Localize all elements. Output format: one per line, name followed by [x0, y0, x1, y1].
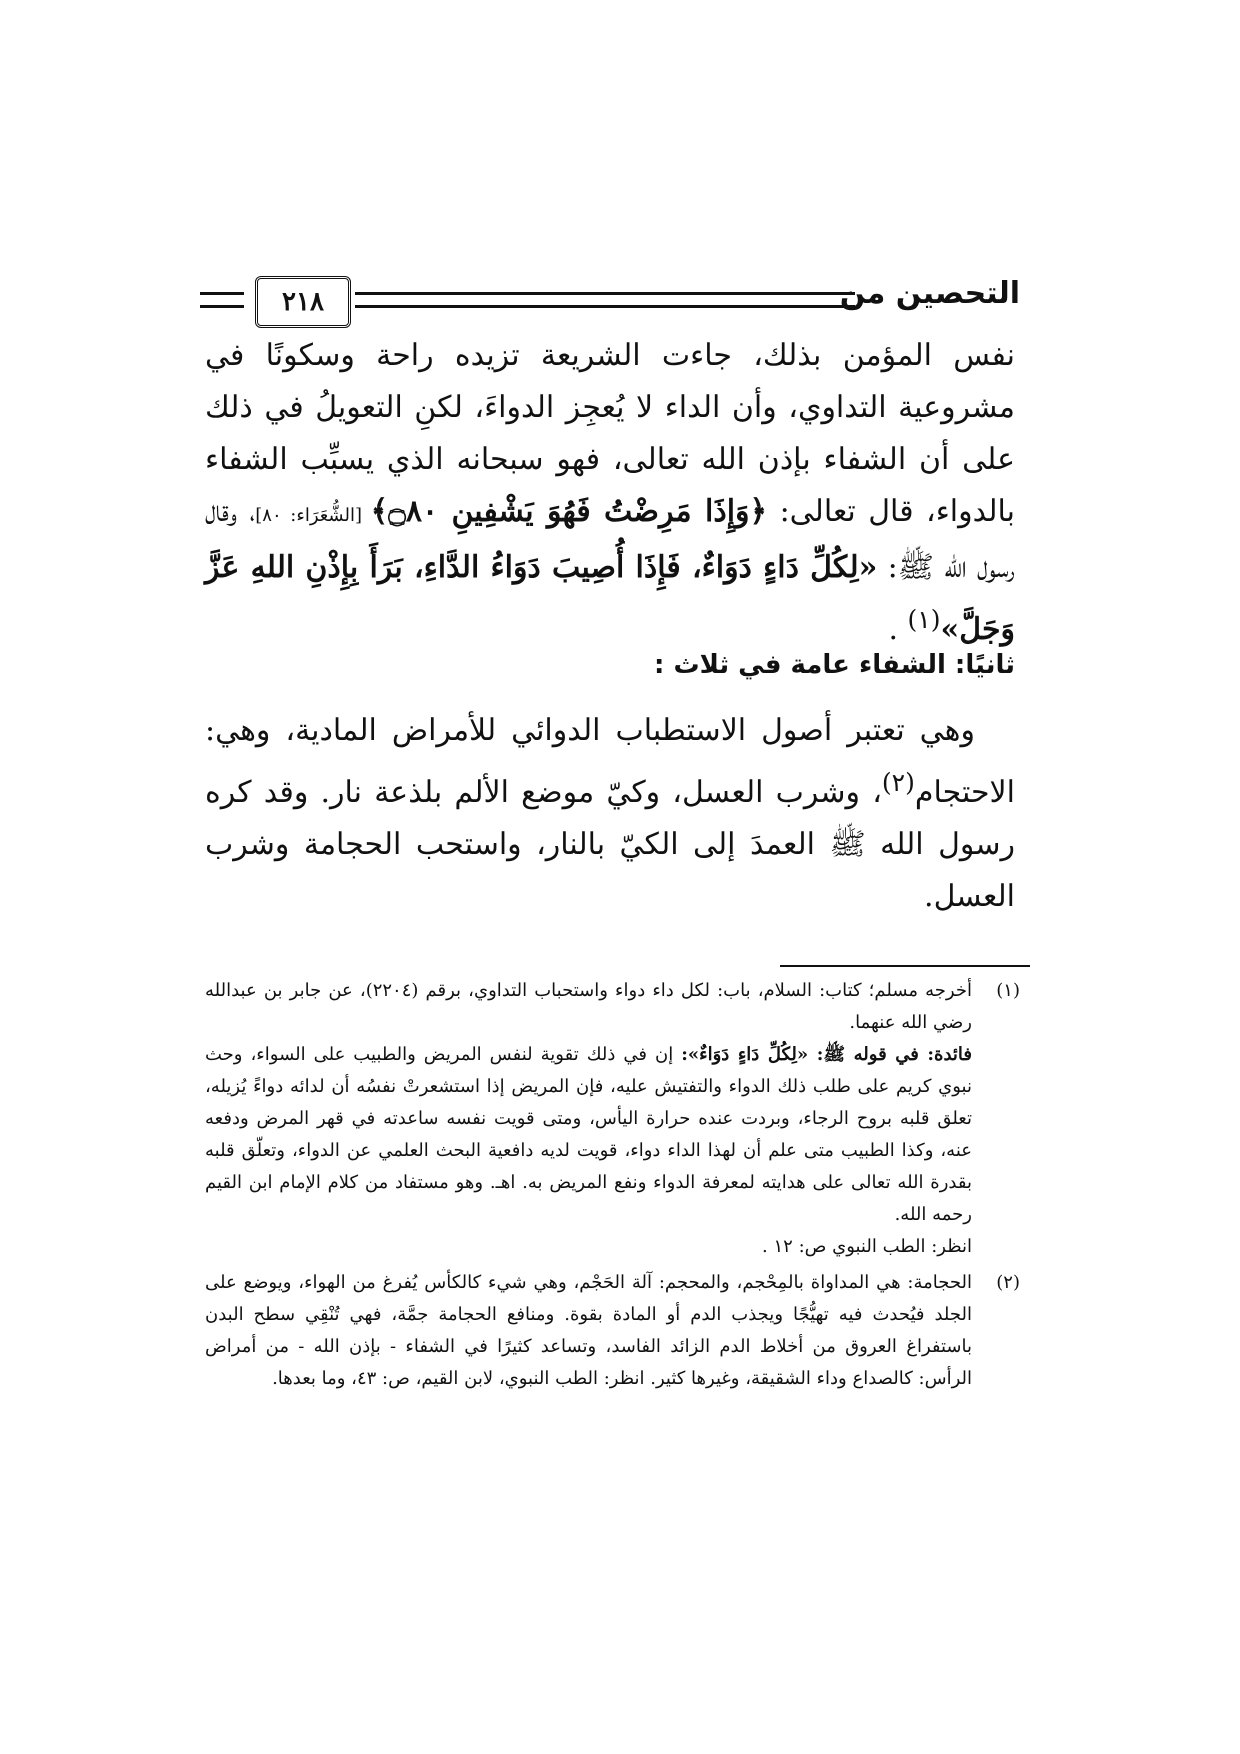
header-rule-short: [200, 292, 244, 308]
footnote-source: انظر: الطب النبوي ص: ١٢ .: [762, 1236, 972, 1257]
quran-verse: ﴿وَإِذَا مَرِضْتُ فَهُوَ يَشْفِينِ ۝٨٠﴾: [370, 494, 768, 529]
paragraph-2-text-2: ، وشرب العسل، وكيّ موضع الألم بلذعة نار. وقد كره رسول الله ﷺ العمدَ إلى الكيّ بالنار، واستحب الحجامة وشرب العسل.: [205, 775, 1015, 914]
footnote-ref-2: (٢): [881, 768, 915, 797]
footnote-ref-1: (١): [907, 605, 941, 634]
main-paragraph-1: [205, 330, 1015, 656]
footnote-2: [205, 1267, 1020, 1395]
paragraph-1-end: .: [888, 612, 908, 647]
footnotes: [205, 975, 1020, 1399]
surah-reference: [الشُّعَرَاء: ٨٠]: [255, 505, 371, 526]
footnote-number: (٢): [996, 1272, 1020, 1293]
main-paragraph-2: [205, 705, 1015, 923]
hadith-quote: «لِكُلِّ دَاءٍ دَوَاءٌ، فَإِذَا أُصِيبَ دَوَاءُ الدَّاءِ، بَرَأَ بِإِذْنِ اللهِ عَزَّ وَجَلَّ»: [205, 550, 1015, 647]
section-heading: ثانيًا: الشفاء عامة في ثلاث :: [654, 650, 1015, 680]
footnote-text: الحجامة: هي المداواة بالمِحْجم، والمحجم: آلة الحَجْم، وهي شيء كالكأس يُفرغ من الهواء، ويوضع على الجلد فيُحدث فيه تهيُّجًا ويجذب الدم أو المادة بقوة. ومنافع الحجامة جمَّة، فهي تُنْقِي سطح البدن باستفراغ العروق من أخلاط الدم الزائد الفاسد، وتساعد كثيرًا في الشفاء - بإذن الله - من أمراض الرأس: كالصداع وداء الشقيقة، وغيرها كثير. انظر: الطب النبوي، لابن القيم، ص: ٤٣، وما بعدها.: [205, 1272, 972, 1389]
benefit-text: إن في ذلك تقوية لنفس المريض والطبيب على السواء، وحث نبوي كريم على طلب ذلك الدواء والتفتيش عليه، فإن المريض إذا استشعرتْ نفسُه أن لدائه دواءً يُزيله، تعلق قلبه بروح الرجاء، وبردت عنده حرارة اليأس، ومتى قويت نفسه ساعدته في قهر المرض ودفعه عنه، وكذا الطبيب متى علم أن لهذا الداء دواء، قويت لديه دافعية البحث العلمي عن الدواء، وتعلّق قلبه بقدرة الله تعالى على هدايته لمعرفة الدواء ونفع المريض به. اهـ. وهو مستفاد من كلام الإمام ابن القيم رحمه الله.: [205, 1044, 972, 1225]
paragraph-1-text-2: ، وقال رسول الله ﷺ:: [205, 494, 1015, 585]
footnote-number: (١): [996, 980, 1020, 1001]
footnote-separator: [780, 965, 1030, 967]
paragraph-2-text: وهي تعتبر أصول الاستطباب الدوائي للأمراض المادية، وهي: الاحتجام: [205, 713, 1015, 810]
page-header: [200, 270, 1020, 330]
running-title: التحصين من: [839, 276, 1020, 311]
footnote-1: [205, 975, 1020, 1263]
page-number: ٢١٨: [255, 276, 351, 328]
footnote-benefit: [205, 1039, 972, 1231]
benefit-label: فائدة: في قوله ﷺ: «لِكُلِّ دَاءٍ دَوَاءٌ»:: [681, 1044, 972, 1065]
header-rule-long: [355, 292, 855, 308]
paragraph-1-text: نفس المؤمن بذلك، جاءت الشريعة تزيده راحة وسكونًا في مشروعية التداوي، وأن الداء لا يُعجِز الدواءَ، لكنِ التعويلُ في ذلك على أن الشفاء بإذن الله تعالى، فهو سبحانه الذي يسبِّب الشفاء بالدواء، قال تعالى:: [205, 338, 1016, 529]
footnote-text: أخرجه مسلم؛ كتاب: السلام، باب: لكل داء دواء واستحباب التداوي، برقم (٢٢٠٤)، عن جابر بن عبدالله رضي الله عنهما.: [205, 980, 972, 1033]
